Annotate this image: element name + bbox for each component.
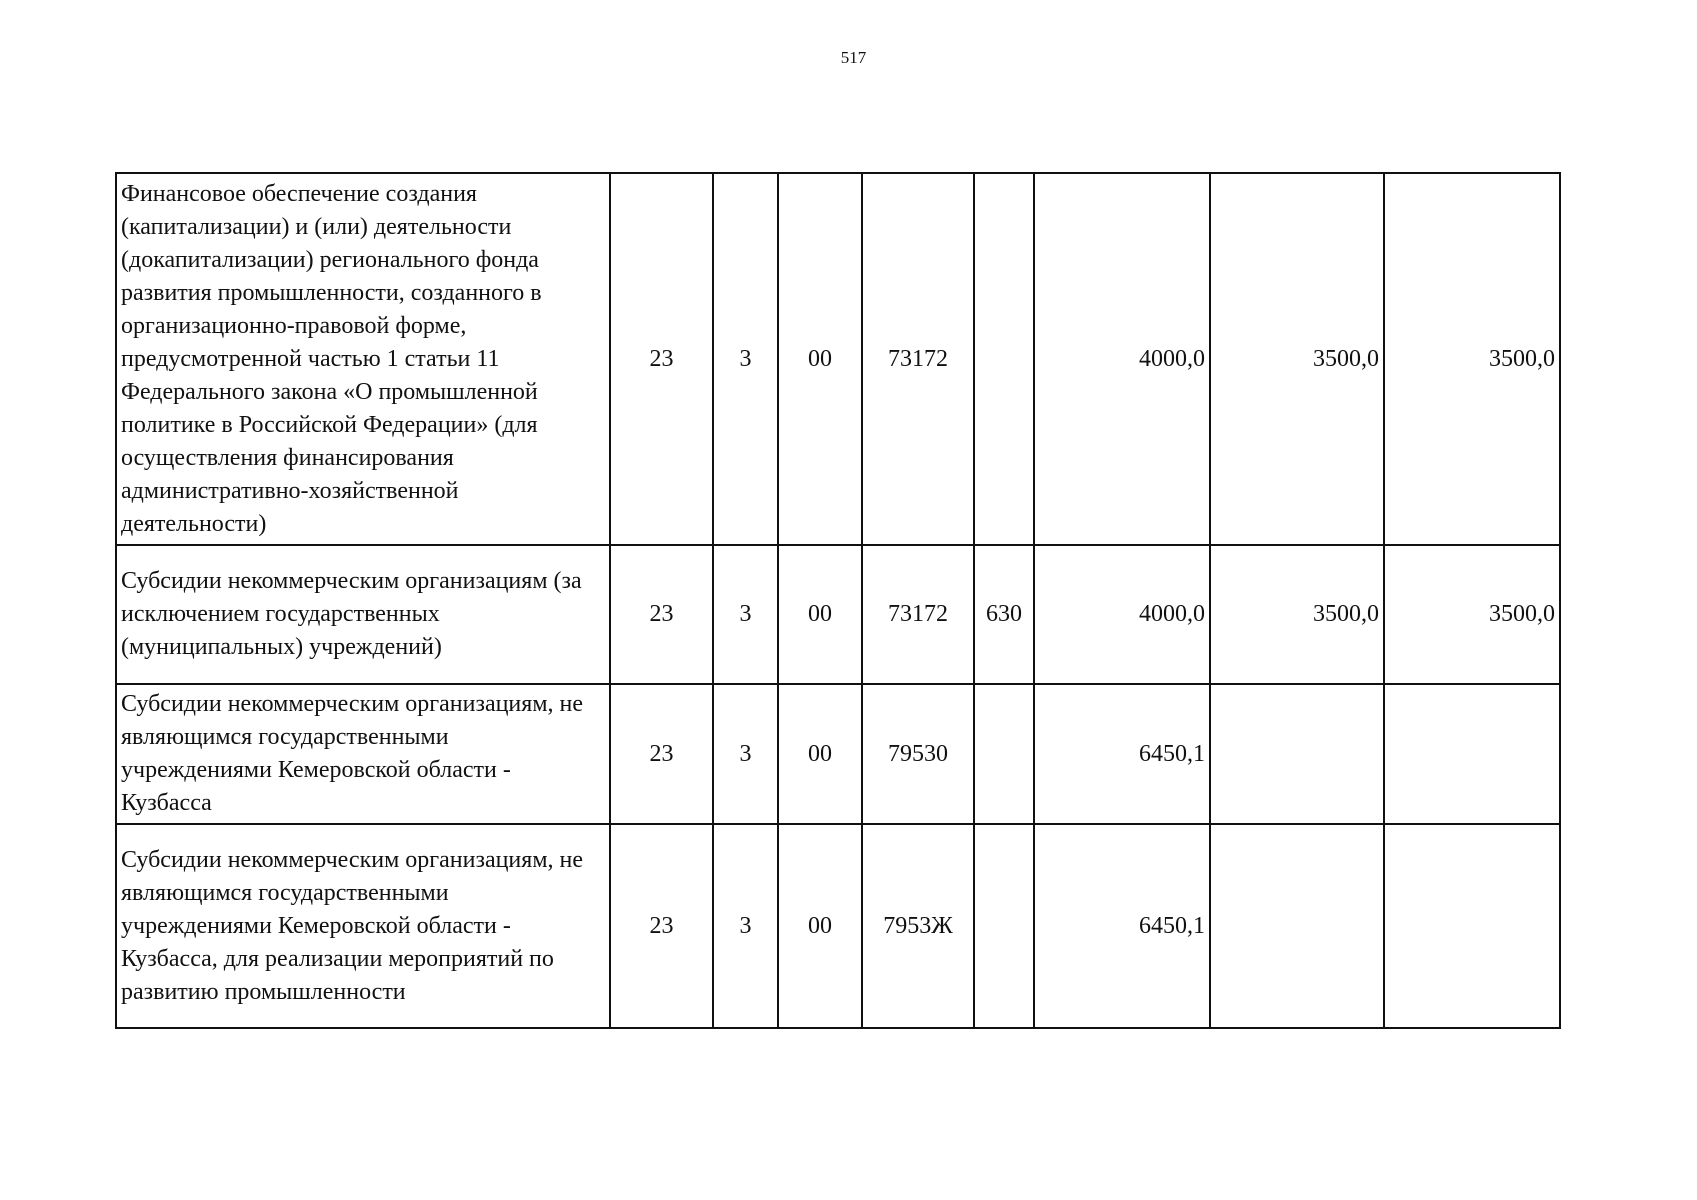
code-cell: 23 bbox=[610, 684, 713, 824]
amount-cell bbox=[1210, 684, 1384, 824]
amount-cell: 3500,0 bbox=[1210, 173, 1384, 545]
row-description: Субсидии некоммерческим организациям, не являющимся государственными учреждениями Кемеровской области - Кузбасса bbox=[116, 684, 610, 824]
row-description: Финансовое обеспечение создания (капитализации) и (или) деятельности (докапитализации) регионального фонда развития промышленности, созданного в организационно-правовой форме, предусмотренной частью 1 статьи 11 Федерального закона «О промышленной политике в Российской Федерации» (для осуществления финансирования административно-хозяйственной деятельности) bbox=[116, 173, 610, 545]
code-cell: 23 bbox=[610, 173, 713, 545]
table-row bbox=[116, 824, 1560, 1028]
code-cell: 73172 bbox=[862, 173, 974, 545]
code-cell: 79530 bbox=[862, 684, 974, 824]
code-cell: 73172 bbox=[862, 545, 974, 684]
code-cell bbox=[974, 173, 1034, 545]
code-cell: 7953Ж bbox=[862, 824, 974, 1028]
table-row bbox=[116, 173, 1560, 545]
code-cell: 00 bbox=[778, 824, 862, 1028]
code-cell: 3 bbox=[713, 545, 778, 684]
code-cell: 00 bbox=[778, 684, 862, 824]
table-row bbox=[116, 545, 1560, 684]
code-cell: 00 bbox=[778, 545, 862, 684]
amount-cell: 6450,1 bbox=[1034, 824, 1210, 1028]
code-cell: 3 bbox=[713, 173, 778, 545]
code-cell bbox=[974, 824, 1034, 1028]
amount-cell bbox=[1384, 824, 1560, 1028]
row-description: Субсидии некоммерческим организациям (за исключением государственных (муниципальных) учреждений) bbox=[116, 545, 610, 684]
row-description: Субсидии некоммерческим организациям, не являющимся государственными учреждениями Кемеровской области - Кузбасса, для реализации мероприятий по развитию промышленности bbox=[116, 824, 610, 1028]
amount-cell: 3500,0 bbox=[1384, 173, 1560, 545]
page-number: 517 bbox=[840, 48, 867, 67]
amount-cell: 3500,0 bbox=[1210, 545, 1384, 684]
table-row bbox=[116, 684, 1560, 824]
code-cell: 00 bbox=[778, 173, 862, 545]
budget-table bbox=[115, 172, 1561, 1029]
amount-cell: 3500,0 bbox=[1384, 545, 1560, 684]
code-cell bbox=[974, 684, 1034, 824]
amount-cell: 4000,0 bbox=[1034, 173, 1210, 545]
amount-cell: 4000,0 bbox=[1034, 545, 1210, 684]
code-cell: 630 bbox=[974, 545, 1034, 684]
code-cell: 3 bbox=[713, 684, 778, 824]
amount-cell bbox=[1210, 824, 1384, 1028]
code-cell: 23 bbox=[610, 824, 713, 1028]
amount-cell: 6450,1 bbox=[1034, 684, 1210, 824]
code-cell: 3 bbox=[713, 824, 778, 1028]
amount-cell bbox=[1384, 684, 1560, 824]
code-cell: 23 bbox=[610, 545, 713, 684]
